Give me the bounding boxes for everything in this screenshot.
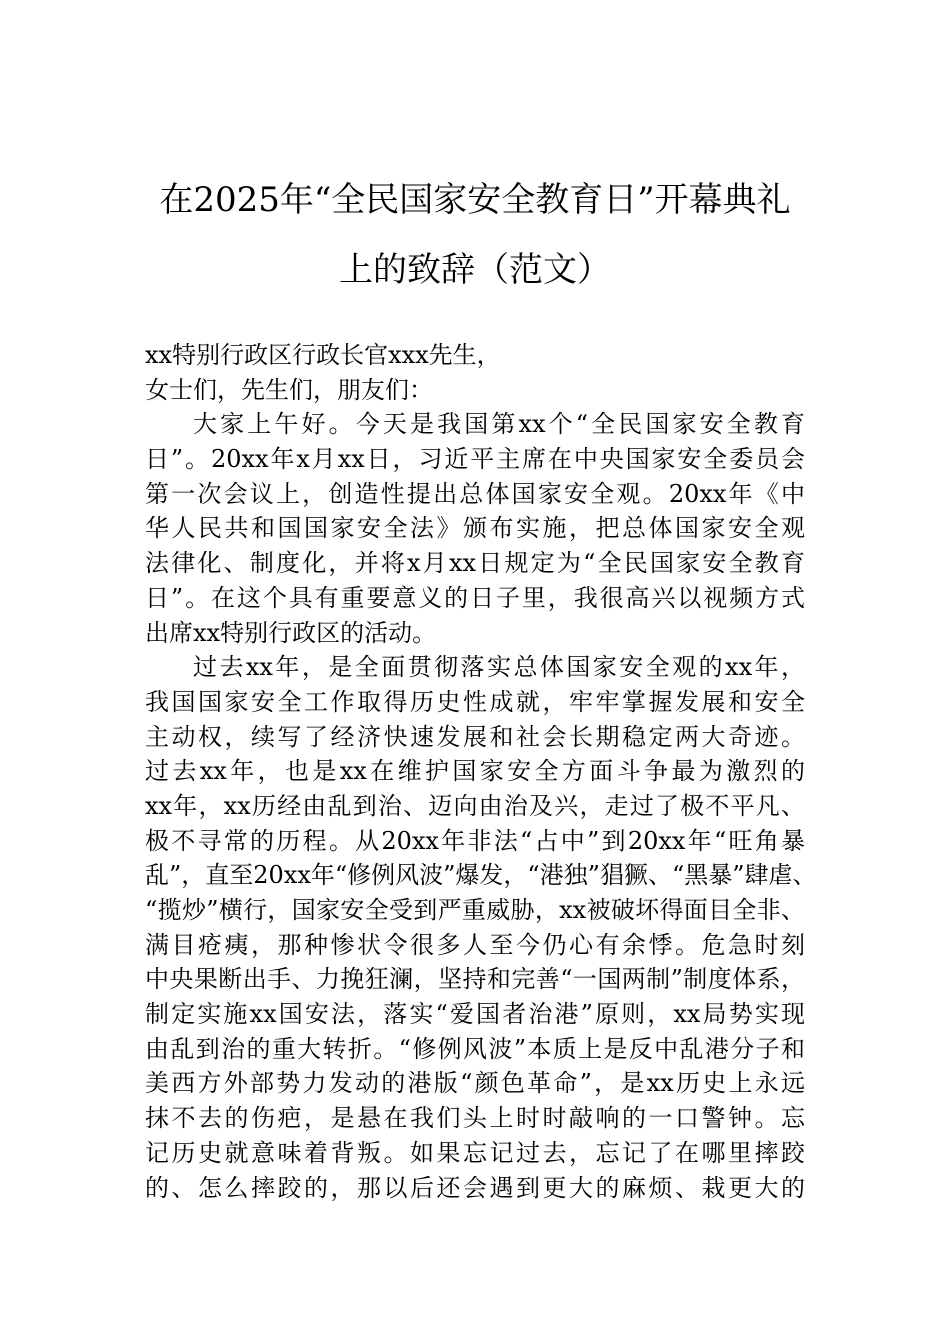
paragraph-2-line: 满目疮痍，那种惨状令很多人至今仍心有余悸。危急时刻: [145, 930, 805, 959]
paragraph-2-line: 美西方外部势力发动的港版“颜色革命”，是xx历史上永远: [145, 1069, 805, 1098]
paragraph-1-line: 华人民共和国国家安全法》颁布实施，把总体国家安全观: [145, 514, 805, 543]
paragraph-1-line: 法律化、制度化，并将x月xx日规定为“全民国家安全教育: [145, 549, 805, 578]
paragraph-1-line: 大家上午好。今天是我国第xx个“全民国家安全教育: [193, 410, 805, 439]
paragraph-2-line: 由乱到治的重大转折。“修例风波”本质上是反中乱港分子和: [145, 1034, 805, 1063]
paragraph-1-line: 第一次会议上，创造性提出总体国家安全观。20xx年《中: [145, 479, 805, 508]
salutation-line: 女士们，先生们，朋友们：: [145, 375, 433, 404]
paragraph-2-line: 乱”，直至20xx年“修例风波”爆发，“港独”猖獗、“黑暴”肆虐、: [145, 861, 817, 890]
title-line-2: 上的致辞（范文）: [339, 250, 611, 290]
paragraph-1-line: 出席xx特别行政区的活动。: [145, 618, 437, 647]
paragraph-2-line: 抹不去的伤疤，是悬在我们头上时时敲响的一口警钟。忘: [145, 1104, 805, 1133]
paragraph-2-line: 记历史就意味着背叛。如果忘记过去，忘记了在哪里摔跤: [145, 1138, 805, 1167]
paragraph-2-line: 极不寻常的历程。从20xx年非法“占中”到20xx年“旺角暴: [145, 826, 805, 855]
paragraph-1-line: 日”。20xx年x月xx日，习近平主席在中央国家安全委员会: [145, 445, 805, 474]
paragraph-2-line: 我国国家安全工作取得历史性成就，牢牢掌握发展和安全: [145, 687, 805, 716]
paragraph-2-line: xx年，xx历经由乱到治、迈向由治及兴，走过了极不平凡、: [145, 791, 805, 820]
paragraph-2-line: 中央果断出手、力挽狂澜，坚持和完善“一国两制”制度体系，: [145, 965, 805, 994]
paragraph-2-line: 的、怎么摔跤的，那以后还会遇到更大的麻烦、栽更大的: [145, 1173, 805, 1202]
paragraph-2-line: “揽炒”横行，国家安全受到严重威胁，xx被破坏得面目全非、: [145, 896, 805, 924]
salutation-line: xx特别行政区行政长官xxx先生，: [145, 341, 501, 369]
paragraph-2-line: 过去xx年，也是xx在维护国家安全方面斗争最为激烈的: [145, 757, 805, 786]
paragraph-2-line: 过去xx年，是全面贯彻落实总体国家安全观的xx年，: [193, 653, 805, 682]
paragraph-1-line: 日”。在这个具有重要意义的日子里，我很高兴以视频方式: [145, 583, 805, 612]
title-line-1: 在2025年“全民国家安全教育日”开幕典礼: [159, 180, 791, 220]
paragraph-2-line: 制定实施xx国安法，落实“爱国者治港”原则，xx局势实现: [145, 1000, 805, 1029]
paragraph-2-line: 主动权，续写了经济快速发展和社会长期稳定两大奇迹。: [145, 722, 805, 751]
document-body: [145, 338, 817, 1205]
